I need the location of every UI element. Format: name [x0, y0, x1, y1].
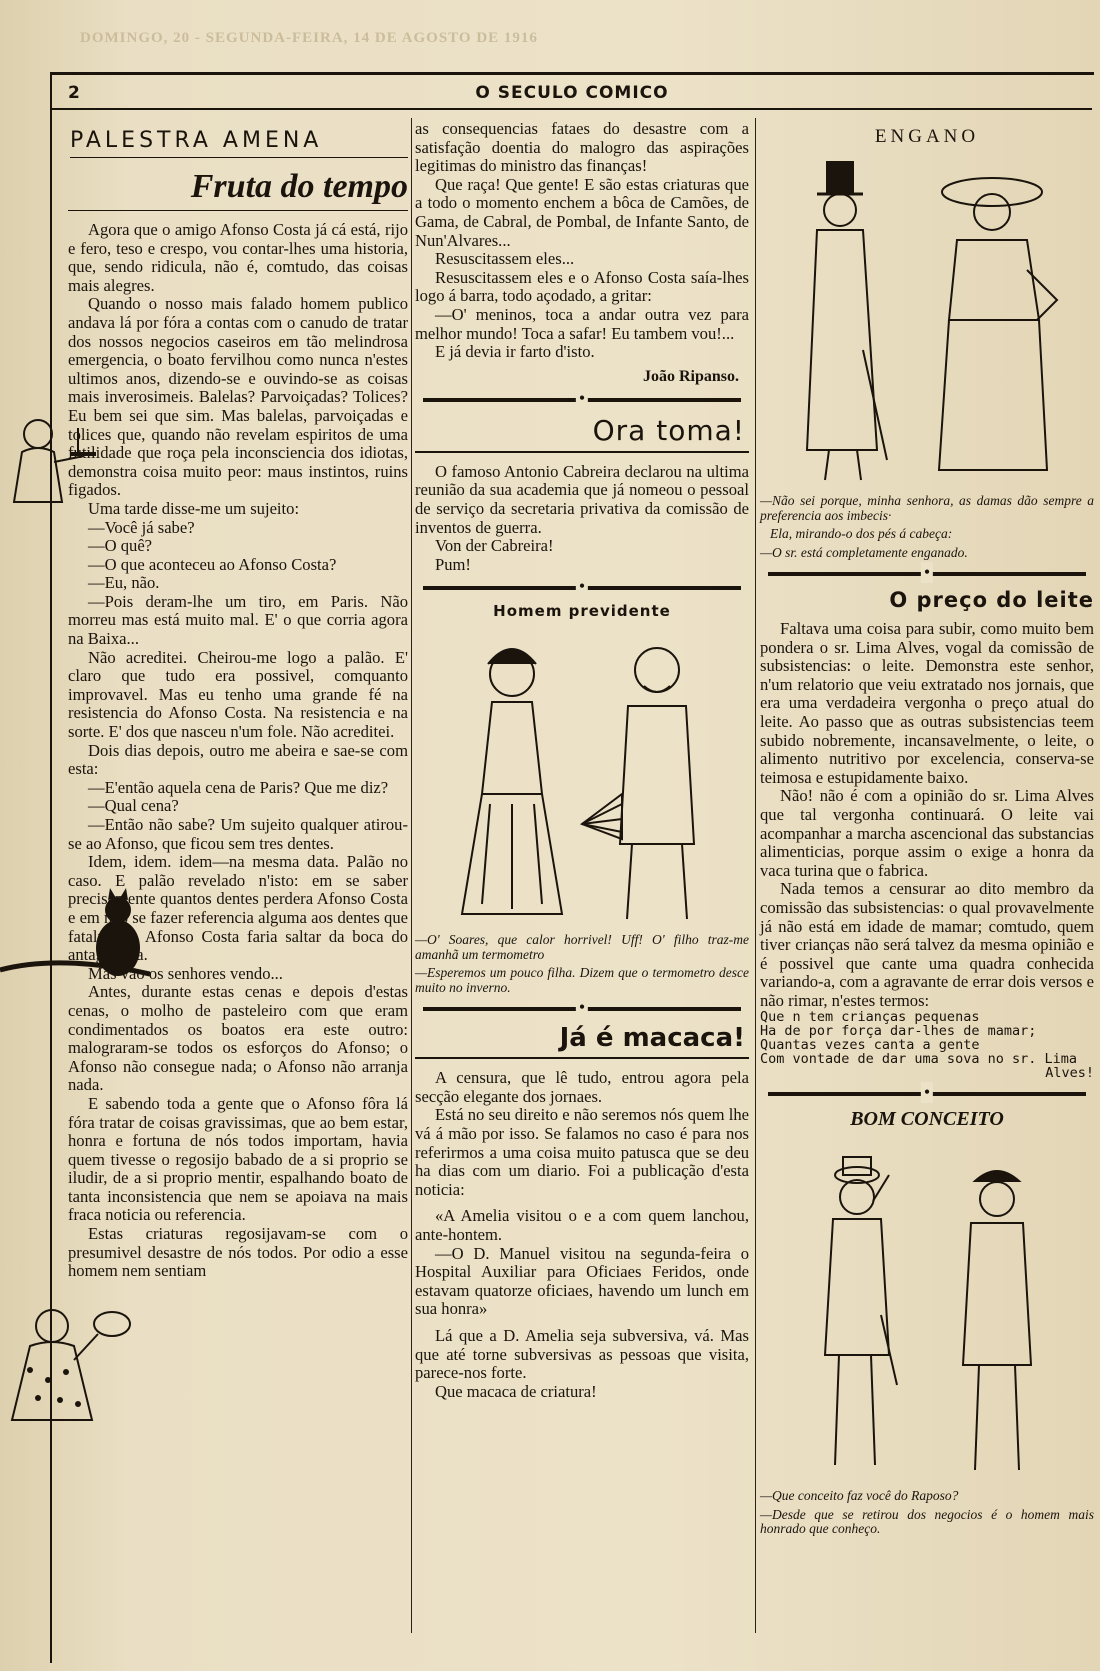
ornament-divider — [423, 586, 741, 590]
column-palestra-amena — [68, 120, 408, 1281]
paragraph: Nada temos a censurar ao dito membro da comissão das subsistencias: o qual provavelmente já não está em idade de mamar; comtudo, quem tiver crianças não será talvez da mesma opinião e é possivel que cante uma quadra conhecida variando-a, com a agravante de errar dois versos e não rimar, n'estes termos: — [760, 879, 1094, 1010]
paragraph: Quando o nosso mais falado homem publico andava lá por fóra a contas com o canudo de tratar dos nossos negocios caseiros em tão melindrosa emergencia, o boato fervilhou como nunca n'estes ultimos anos, dizendo-se e ouvindo-se as coisas mais inverosimeis. Balelas? Parvoiçadas? Tolices? Eu bem sei que sim. Mas balelas, parvoiçadas e tolices que, quando não revelam espiritos de uma futilidade que roça pela inconsciencia dos idiotas, demonstra coisa muito peor: maus instintos, ruins figados. — [68, 294, 408, 500]
ornament-divider — [768, 1092, 1086, 1096]
newspaper-title: O SECULO COMICO — [475, 83, 669, 103]
paragraph: —O que aconteceu ao Afonso Costa? — [88, 554, 337, 574]
paragraph: Faltava uma coisa para subir, como muito bem pondera o sr. Lima Alves, vogal da comissão de subsistencias: o leite. Demonstra este senhor, n'um relatorio que veiu extratado nos jornais, que era uma verdadeira vergonha o preço atual do leite. Ao passo que as outras subsistencias teem subido nobremente, incansavelmente, o leite, o alimento nutritivo por excelencia, conserva-se teimosa e estupidamente baixo. — [760, 619, 1094, 787]
ornament-divider — [423, 398, 741, 402]
page-number: 2 — [68, 83, 81, 103]
bleed-through-text: DOMINGO, 20 - SEGUNDA-FEIRA, 14 DE AGOSTO DE 1916 — [80, 30, 538, 46]
paragraph: E já devia ir farto d'isto. — [435, 342, 595, 362]
paragraph: A censura, que lê tudo, entrou agora pela secção elegante dos jornaes. — [415, 1068, 749, 1106]
column-middle — [415, 120, 749, 1401]
verse-line: Com vontade de dar uma sova no sr. Lima — [760, 1051, 1077, 1068]
paragraph: E sabendo toda a gente que o Afonso fôra lá fóra tratar de coisas gravissimas, que ao bem estar, honra e fortuna de nós todos importam, havia quem tivesse o regosijo babado de a si proprio se iludir, de a si proprio mentir, espalhando boato de tanta inconsistencia que nem se apoiava na mais fraca noticia ou referencia. — [68, 1093, 408, 1225]
paragraph: —O' meninos, toca a andar outra vez para melhor mundo! Toca a safar! Eu tambem vou!... — [415, 304, 749, 343]
paragraph: —Pois deram-lhe um tiro, em Paris. Não morreu mas está muito mal. E' o que corria agora na Baixa... — [68, 591, 408, 649]
cartoon-caption: —O sr. está completamente enganado. — [760, 544, 968, 560]
paragraph: —E'então aquela cena de Paris? Que me diz? — [88, 777, 389, 797]
child-with-racket-illustration — [0, 1300, 140, 1460]
cartoon-caption: —Que conceito faz você do Raposo? — [760, 1488, 959, 1504]
cartoon-title-bom-conceito: BOM CONCEITO — [850, 1108, 1004, 1131]
paragraph: Mas vão os senhores vendo... — [88, 963, 283, 983]
ornament-divider — [423, 1007, 741, 1011]
paragraph: Resuscitassem eles... — [435, 249, 575, 269]
cartoon-caption: —Desde que se retirou dos negocios é o homem mais honrado que conheço. — [760, 1506, 1094, 1537]
page-header — [52, 78, 1092, 110]
cartoon-homem-previdente — [432, 624, 732, 929]
quoted-news: «A Amelia visitou o e a com quem lanchou, ante-hontem. — [415, 1206, 749, 1245]
column-right — [760, 120, 1094, 1537]
article-title: Fruta do tempo — [68, 168, 408, 211]
verse-line: Ha de por força dar-lhes de mamar; — [760, 1023, 1037, 1040]
verse-line: Que n tem crianças pequenas — [760, 1009, 980, 1026]
verse-block — [760, 1010, 1094, 1080]
cartoon-title: ENGANO — [874, 126, 980, 147]
quoted-news: —O D. Manuel visitou na segunda-feira o Hospital Auxiliar para Oficiaes Feridos, onde estavam quatorze oficiaes, havendo um lunch em sua honra» — [415, 1243, 749, 1319]
cartoon-caption: —Esperemos um pouco filha. Dizem que o termometro desce muito no inverno. — [415, 965, 749, 995]
author-signature: João Ripanso. — [642, 367, 739, 385]
column-rule — [411, 118, 412, 1633]
column-rule — [755, 118, 756, 1633]
paragraph: Não acreditei. Cheirou-me logo a palão. E' claro que tudo era possivel, comquanto improvavel. Mas eu tenho uma grande fé na resistencia do Afonso Costa. Na resistencia e na sorte. E' dos que nasceu n'um fole. Não acreditei. — [68, 647, 408, 742]
paragraph: —Então não sabe? Um sujeito qualquer atirou-se ao Afonso, que ficou sem tres dentes. — [68, 815, 408, 853]
article-heading-preco-do-leite: O preço do leite — [889, 588, 1094, 612]
paragraph: Está no seu direito e não seremos nós quem lhe vá á mão por isso. Se falamos no caso é para nos referirmos a uma coisa muito patusca que se deu ha dias com um diario. Foi a publicação d'esta noticia: — [415, 1105, 749, 1199]
paragraph: Dois dias depois, outro me abeira e sae-se com esta: — [68, 740, 408, 779]
paragraph: as consequencias fataes do desastre com a satisfação doentia do malogro das aspirações legitimas do ministro das finanças! — [415, 119, 749, 176]
paragraph: Que raça! Que gente! E são estas criaturas que a todo o momento enchem a bôca de Camões, de Gama, de Cabral, de Pombal, de Infante Santo, de Nun'Alvares... — [415, 174, 749, 250]
paragraph: Antes, durante estas cenas e depois d'estas cenas, o molho de pasteleiro com que eram condimentados os boatos era este outro: malograram-se todos os esforços do Afonso; o Afonso não consegue nada; o Afonso não arranja nada. — [68, 982, 408, 1095]
cartoon-engano — [777, 150, 1077, 490]
article-heading-ja-e-macaca: Já é macaca! — [415, 1023, 749, 1059]
paragraph: Que macaca de criatura! — [435, 1381, 597, 1401]
verse-line: Alves! — [1045, 1065, 1094, 1082]
cartoon-caption: Ela, mirando-o dos pés á cabeça: — [770, 526, 953, 541]
paragraph: Idem, idem. idem—na mesma data. Palão no caso. E palão revelado n'isto: em se saber precisamente quantos dentes perdera Afonso Costa e em não se fazer referencia alguma aos dentes que fatalmente Afonso Costa faria saltar da boca do antagonista. — [68, 852, 408, 965]
paragraph: —Você já sabe? — [88, 517, 195, 537]
cartoon-bom-conceito — [777, 1135, 1077, 1485]
verse-line: Quantas vezes canta a gente — [760, 1037, 980, 1054]
paragraph: Lá que a D. Amelia seja subversiva, vá. Mas que até torne subversivas as pessoas que visita, parece-nos forte. — [415, 1326, 749, 1383]
cartoon-caption: —O' Soares, que calor horrivel! Uff! O' filho traz-me amanhã um termometro — [415, 932, 749, 962]
paragraph: Pum! — [435, 554, 471, 574]
paragraph: Não! não é com a opinião do sr. Lima Alves que tal vergonha continuará. O leite vai acompanhar a marcha ascencional das substancias alimenticias, porque assim o exige a honra da vaca turina que o fabrica. — [760, 786, 1094, 880]
paragraph: Resuscitassem eles e o Afonso Costa saía-lhes logo á barra, todo açodado, a gritar: — [415, 267, 749, 306]
paragraph: —Eu, não. — [88, 573, 160, 593]
paragraph: —O quê? — [88, 536, 153, 556]
paragraph: Estas criaturas regosijavam-se com o presumivel desastre de nós todos. Por odio a esse homem nem sentiam — [68, 1224, 408, 1281]
paragraph: Uma tarde disse-me um sujeito: — [88, 498, 300, 518]
article-heading-ora-toma: Ora toma! — [415, 414, 749, 453]
paragraph: O famoso Antonio Cabreira declarou na ultima reunião da sua academia que já nomeou o pessoal de serviço da secretaria privativa da comissão de inventos de guerra. — [415, 461, 749, 537]
paragraph: Von der Cabreira! — [435, 536, 554, 556]
paragraph: —Qual cena? — [88, 796, 179, 816]
cartoon-title: Homem previdente — [493, 602, 671, 621]
paragraph: Agora que o amigo Afonso Costa já cá está, rijo e fero, teso e crespo, vou contar-lhes uma historia, que, sendo ridicula, não é, comtudo, das coisas mais alegres. — [68, 220, 408, 295]
section-heading: PALESTRA AMENA — [70, 128, 408, 158]
ornament-divider — [768, 572, 1086, 576]
cartoon-caption: —Não sei porque, minha senhora, as damas dão sempre a preferencia aos imbecis· — [760, 493, 1094, 523]
